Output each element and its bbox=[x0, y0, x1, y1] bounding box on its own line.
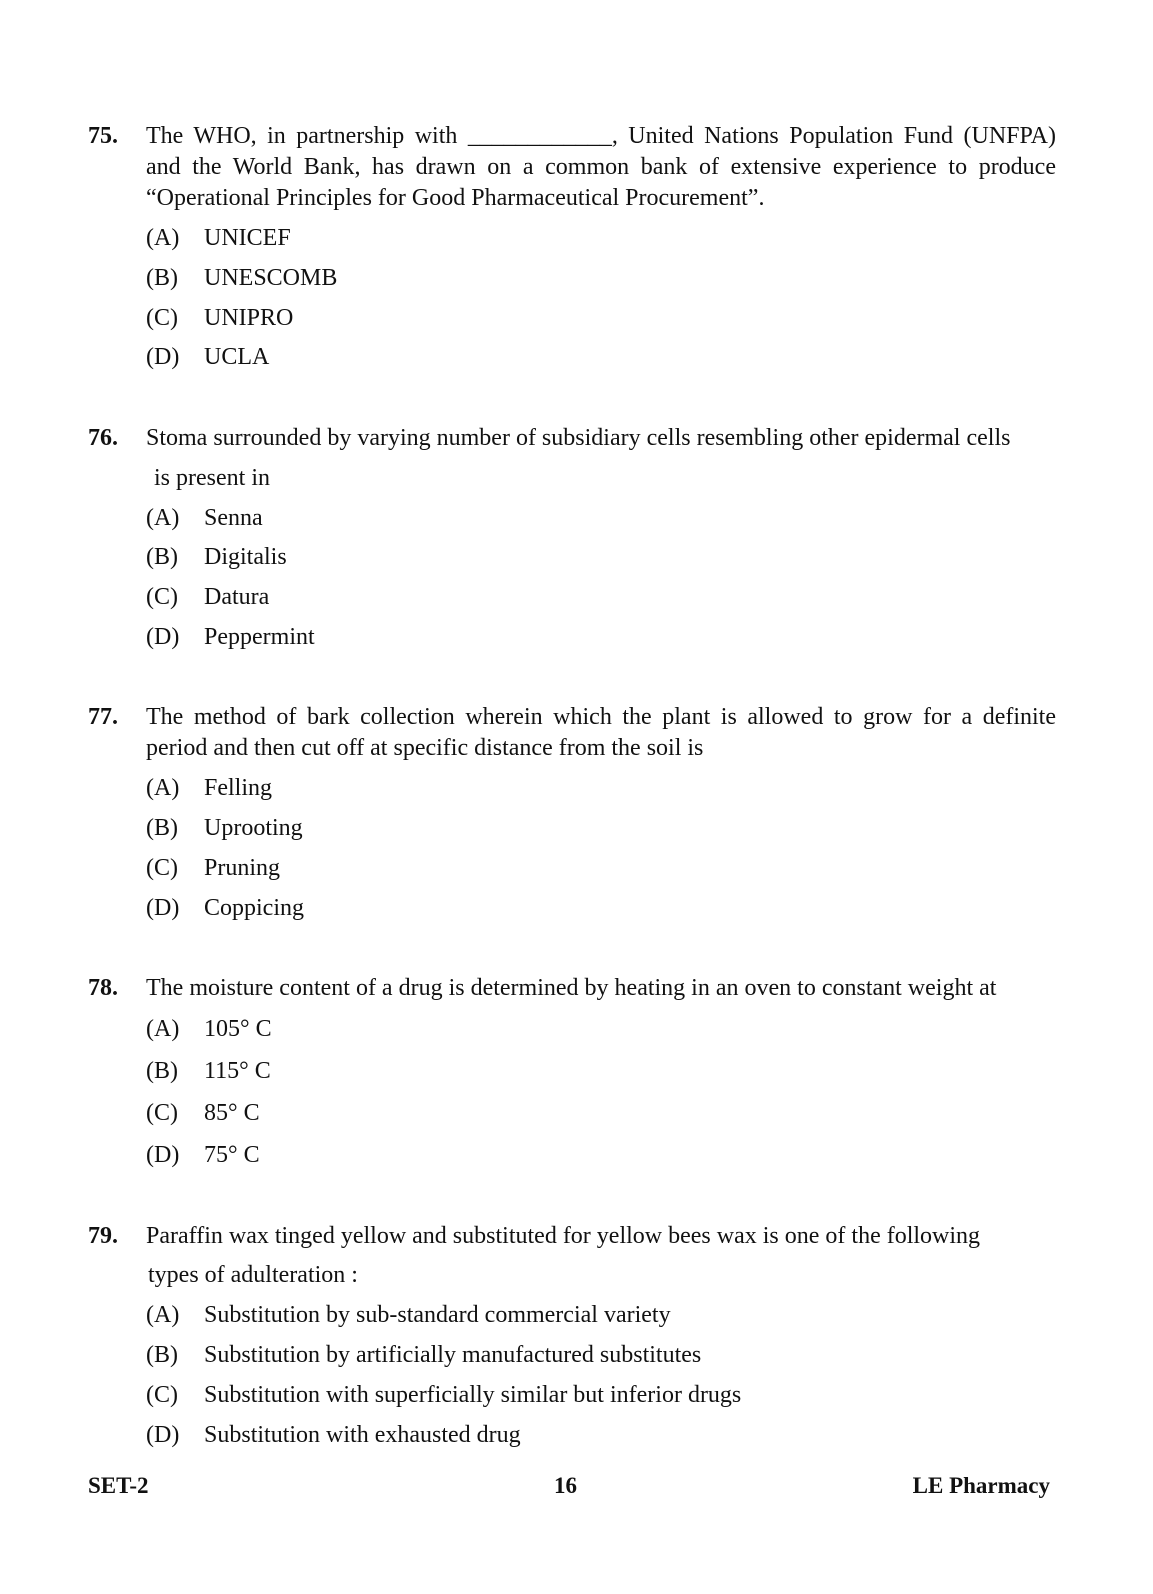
question-text-line: Paraffin wax tinged yellow and substituted for yellow bees wax is one of the following bbox=[146, 1223, 981, 1249]
option-label: (A) bbox=[146, 1016, 180, 1042]
option-c bbox=[146, 853, 280, 883]
option-a bbox=[146, 1014, 272, 1044]
question-number: 78. bbox=[88, 975, 118, 1001]
option-label: (D) bbox=[146, 895, 180, 921]
option-text: Substitution with exhausted drug bbox=[204, 1422, 521, 1448]
option-text: UNIPRO bbox=[204, 305, 294, 331]
option-a bbox=[146, 773, 272, 803]
option-text: Substitution by sub-standard commercial variety bbox=[204, 1302, 671, 1328]
option-b bbox=[146, 1056, 271, 1086]
option-c bbox=[146, 582, 269, 612]
footer-set-code: SET-2 bbox=[88, 1473, 149, 1498]
option-label: (A) bbox=[146, 775, 180, 801]
option-label: (C) bbox=[146, 305, 178, 331]
question-number: 75. bbox=[88, 123, 118, 149]
option-d bbox=[146, 1420, 521, 1450]
option-text: Digitalis bbox=[204, 544, 287, 570]
option-text: Pruning bbox=[204, 855, 281, 881]
option-label: (D) bbox=[146, 624, 180, 650]
question-text-line: “Operational Principles for Good Pharmaceutical Procurement”. bbox=[146, 185, 765, 211]
option-b bbox=[146, 263, 337, 293]
option-text: 115° C bbox=[204, 1058, 271, 1084]
option-b bbox=[146, 542, 287, 572]
option-label: (B) bbox=[146, 1058, 178, 1084]
option-label: (B) bbox=[146, 544, 178, 570]
option-text: Uprooting bbox=[204, 815, 303, 841]
question-number: 76. bbox=[88, 425, 118, 451]
option-c bbox=[146, 1380, 741, 1410]
option-label: (D) bbox=[146, 1142, 180, 1168]
option-d bbox=[146, 622, 315, 652]
option-d bbox=[146, 342, 269, 372]
option-d bbox=[146, 1140, 260, 1170]
option-a bbox=[146, 1300, 671, 1330]
question-number: 79. bbox=[88, 1223, 118, 1249]
question-text-line: is present in bbox=[154, 465, 270, 491]
option-label: (C) bbox=[146, 1100, 178, 1126]
option-label: (D) bbox=[146, 1422, 180, 1448]
question-text-line: Stoma surrounded by varying number of subsidiary cells resembling other epidermal cells bbox=[146, 425, 1011, 451]
option-text: Coppicing bbox=[204, 895, 304, 921]
question-text-line: and the World Bank, has drawn on a common bank of extensive experience to produce bbox=[146, 154, 1056, 180]
question-text-line: The moisture content of a drug is determined by heating in an oven to constant weight at bbox=[146, 975, 997, 1001]
question-text-line: types of adulteration : bbox=[148, 1262, 358, 1288]
option-label: (B) bbox=[146, 1342, 178, 1368]
option-b bbox=[146, 1340, 701, 1370]
option-label: (C) bbox=[146, 1382, 178, 1408]
question-text-line: The method of bark collection wherein which the plant is allowed to grow for a definite bbox=[146, 704, 1056, 730]
footer-subject: LE Pharmacy bbox=[912, 1473, 1050, 1498]
option-label: (A) bbox=[146, 225, 180, 251]
option-text: Peppermint bbox=[204, 624, 315, 650]
question-number: 77. bbox=[88, 704, 118, 730]
question-text-line: The WHO, in partnership with ____________, United Nations Population Fund (UNFPA) bbox=[146, 123, 1056, 149]
option-text: UCLA bbox=[204, 344, 270, 370]
option-a bbox=[146, 223, 291, 253]
option-text: Substitution by artificially manufactured substitutes bbox=[204, 1342, 702, 1368]
option-c bbox=[146, 303, 293, 333]
option-text: UNICEF bbox=[204, 225, 291, 251]
option-text: Datura bbox=[204, 584, 270, 610]
option-label: (D) bbox=[146, 344, 180, 370]
option-text: UNESCOMB bbox=[204, 265, 338, 291]
option-label: (C) bbox=[146, 855, 178, 881]
option-label: (A) bbox=[146, 505, 180, 531]
option-label: (B) bbox=[146, 265, 178, 291]
option-text: Felling bbox=[204, 775, 273, 801]
option-text: Senna bbox=[204, 505, 263, 531]
option-label: (B) bbox=[146, 815, 178, 841]
option-text: Substitution with superficially similar but inferior drugs bbox=[204, 1382, 742, 1408]
option-text: 85° C bbox=[204, 1100, 260, 1126]
option-a bbox=[146, 503, 263, 533]
question-text-line: period and then cut off at specific distance from the soil is bbox=[146, 735, 704, 761]
option-b bbox=[146, 813, 303, 843]
option-text: 75° C bbox=[204, 1142, 260, 1168]
option-label: (C) bbox=[146, 584, 178, 610]
footer-page-number: 16 bbox=[554, 1473, 577, 1498]
option-text: 105° C bbox=[204, 1016, 272, 1042]
option-label: (A) bbox=[146, 1302, 180, 1328]
option-c bbox=[146, 1098, 260, 1128]
option-d bbox=[146, 893, 304, 923]
